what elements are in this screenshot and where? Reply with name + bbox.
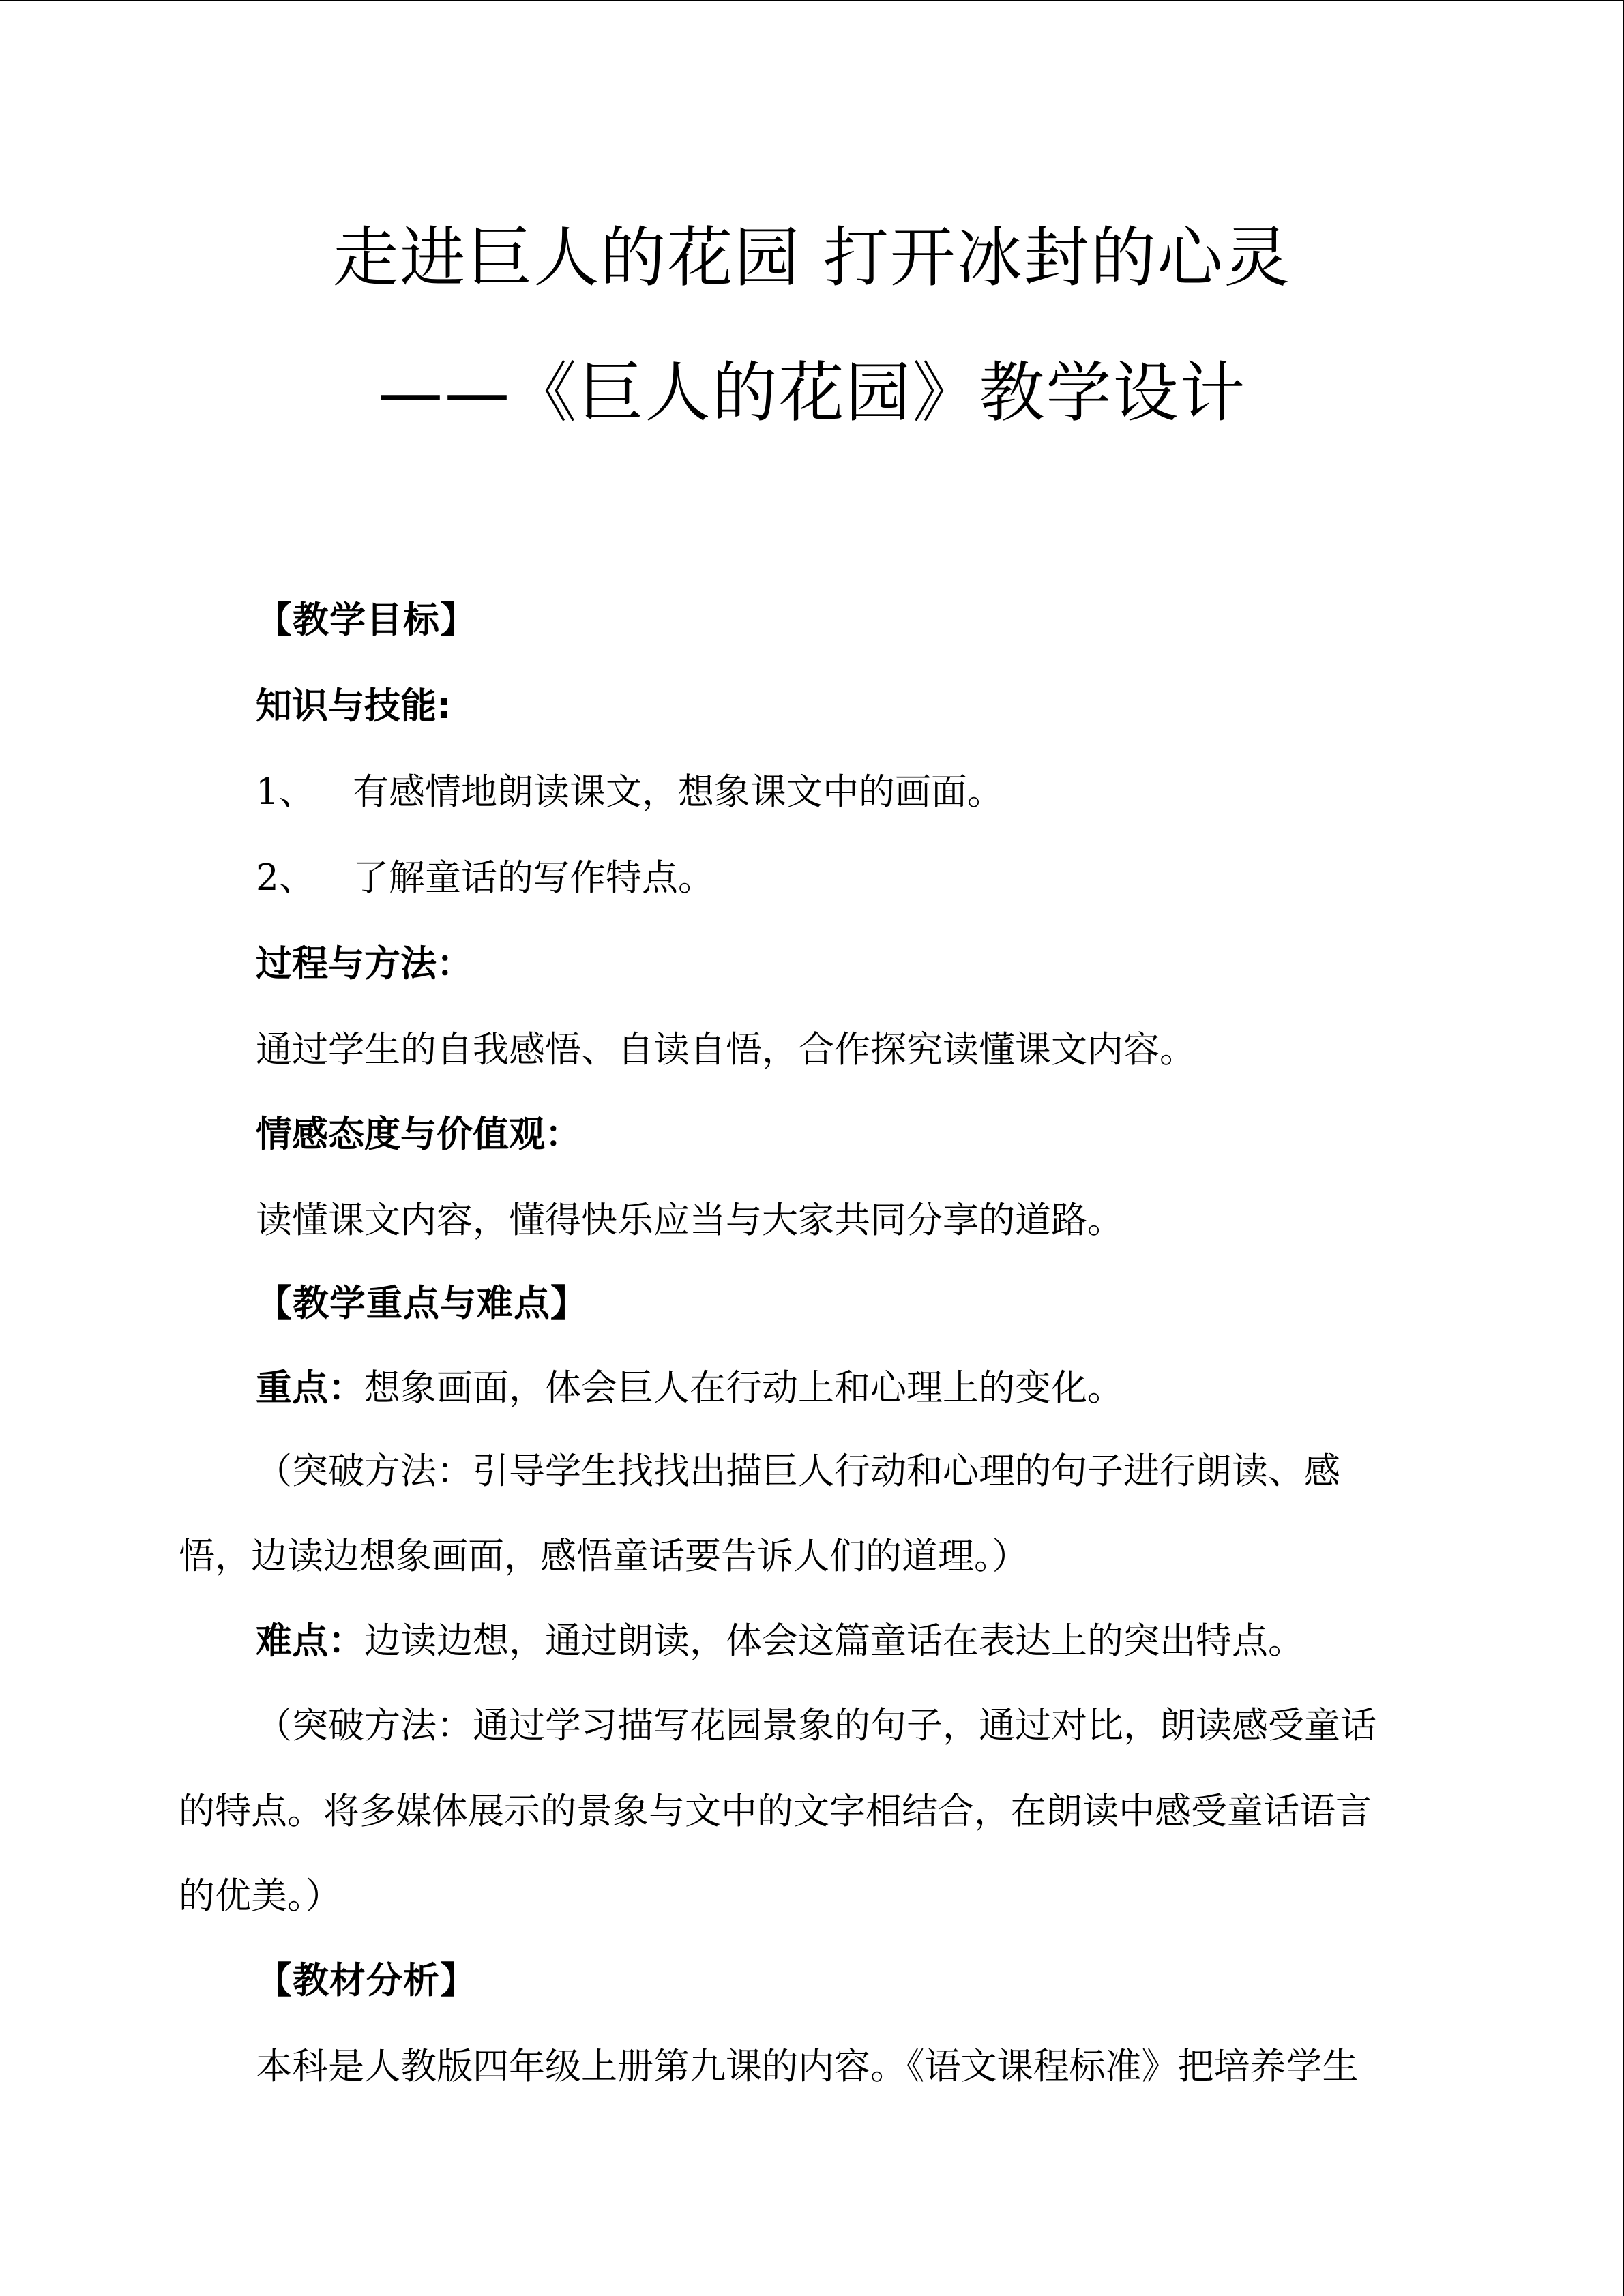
- subheading-knowledge: 知识与技能:: [256, 685, 452, 727]
- section-heading-objectives: 【教学目标】: [256, 599, 477, 641]
- paragraph-focus: [256, 1365, 1123, 1412]
- section-heading-analysis: 【教材分析】: [256, 1960, 477, 2001]
- subheading-process: 过程与方法：: [256, 943, 473, 985]
- section-heading-key-points: 【教学重点与难点】: [256, 1283, 587, 1324]
- document-title: 走进巨人的花园 打开冰封的心灵: [333, 220, 1291, 296]
- paragraph-analysis: 本科是人教版四年级上册第九课的内容。《语文课程标准》把培养学生: [256, 2046, 1359, 2087]
- paragraph-emotion: 读懂课文内容，懂得快乐应当与大家共同分享的道路。: [256, 1199, 1123, 1241]
- list-item-text: 了解童话的写作特点。: [353, 857, 714, 899]
- document-subtitle: ——《巨人的花园》教学设计: [377, 355, 1247, 431]
- paragraph-difficulty: [256, 1617, 1304, 1665]
- focus-method-line: （突破方法：引导学生找找出描巨人行动和心理的句子进行朗读、感: [256, 1450, 1340, 1492]
- focus-label: 重点：: [256, 1367, 364, 1409]
- list-item-number: 2、: [256, 857, 315, 899]
- focus-method-line: 悟，边读边想象画面，感悟童话要告诉人们的道理。）: [179, 1536, 1029, 1577]
- paragraph-process: 通过学生的自我感悟、自读自悟，合作探究读懂课文内容。: [256, 1029, 1196, 1071]
- subheading-emotion: 情感态度与价值观：: [256, 1114, 581, 1155]
- difficulty-method-line: （突破方法：通过学习描写花园景象的句子，通过对比，朗读感受童话: [256, 1705, 1376, 1746]
- difficulty-text: 边读边想，通过朗读，体会这篇童话在表达上的突出特点。: [364, 1620, 1304, 1662]
- difficulty-method-line: 的特点。将多媒体展示的景象与文中的文字相结合，在朗读中感受童话语言: [179, 1791, 1372, 1832]
- difficulty-method-line: 的优美。）: [179, 1875, 342, 1917]
- focus-text: 想象画面，体会巨人在行动上和心理上的变化。: [364, 1367, 1123, 1409]
- difficulty-label: 难点：: [256, 1620, 364, 1662]
- list-item: [256, 854, 714, 902]
- list-item-text: 有感情地朗读课文，想象课文中的画面。: [353, 771, 1003, 813]
- list-item-number: 1、: [256, 771, 315, 813]
- list-item: [256, 769, 1003, 816]
